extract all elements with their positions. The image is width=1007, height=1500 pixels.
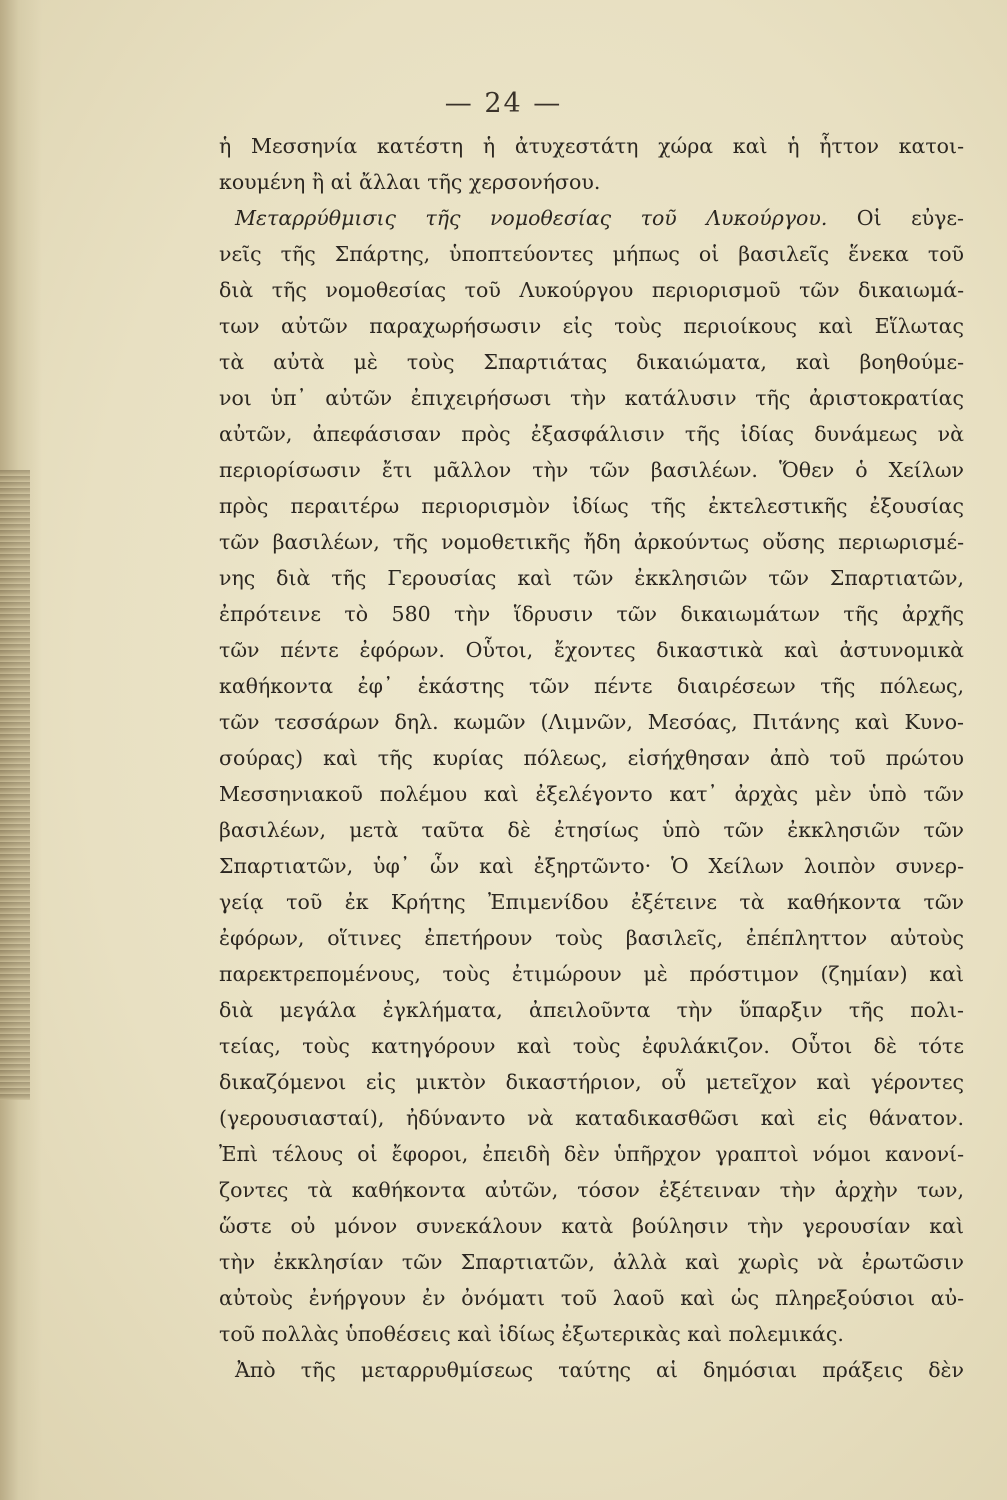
text-line: δικαζόμενοι εἰς μικτὸν δικαστήριον, οὗ μετεῖχον καὶ γέροντες (219, 1070, 964, 1094)
body-text (219, 128, 964, 1388)
text-line: νεῖς τῆς Σπάρτης, ὑποπτεύοντες μήπως οἱ βασιλεῖς ἕνεκα τοῦ (219, 242, 964, 266)
text-line: (γερουσιασταί), ἠδύναντο νὰ καταδικασθῶσι καὶ εἰς θάνατον. (219, 1106, 964, 1130)
text-line: τῶν τεσσάρων δηλ. κωμῶν (Λιμνῶν, Μεσόας, Πιτάνης καὶ Κυνο- (219, 710, 964, 734)
text-line: των αὐτῶν παραχωρήσωσιν εἰς τοὺς περιοίκους καὶ Εἵλωτας (219, 314, 964, 338)
section-title: Μεταρρύθμισις τῆς νομοθεσίας τοῦ Λυκούργου. (235, 206, 828, 230)
text-line: αὐτοὺς ἐνήργουν ἐν ὀνόματι τοῦ λαοῦ καὶ ὡς πληρεξούσιοι αὐ- (219, 1286, 964, 1310)
text-line: Μεσσηνιακοῦ πολέμου καὶ ἐξελέγοντο κατ᾽ ἀρχὰς μὲν ὑπὸ τῶν (219, 782, 964, 806)
text-line: Σπαρτιατῶν, ὑφ᾽ ὧν καὶ ἐξηρτῶντο· Ὁ Χείλων λοιπὸν συνερ- (219, 854, 964, 878)
text-line: νης διὰ τῆς Γερουσίας καὶ τῶν ἐκκλησιῶν τῶν Σπαρτιατῶν, (219, 566, 964, 590)
text-line: νοι ὑπ᾽ αὐτῶν ἐπιχειρήσωσι τὴν κατάλυσιν τῆς ἀριστοκρατίας (219, 386, 964, 410)
text-line: τοῦ πολλὰς ὑποθέσεις καὶ ἰδίως ἐξωτερικὰς καὶ πολεμικάς. (219, 1322, 844, 1346)
section-title-line (219, 200, 964, 236)
text-line: τὴν ἐκκλησίαν τῶν Σπαρτιατῶν, ἀλλὰ καὶ χωρὶς νὰ ἐρωτῶσιν (219, 1250, 964, 1274)
text-line-continuation: Οἱ εὐγε- (827, 206, 964, 230)
text-line: αὐτῶν, ἀπεφάσισαν πρὸς ἐξασφάλισιν τῆς ἰδίας δυνάμεως νὰ (219, 422, 964, 446)
text-line: περιορίσωσιν ἔτι μᾶλλον τὴν τῶν βασιλέων. Ὅθεν ὁ Χείλων (219, 458, 964, 482)
text-line: πρὸς περαιτέρω περιορισμὸν ἰδίως τῆς ἐκτελεστικῆς ἐξουσίας (219, 494, 964, 518)
text-line: τῶν βασιλέων, τῆς νομοθετικῆς ἤδη ἀρκούντως οὔσης περιωρισμέ- (219, 530, 964, 554)
text-line: διὰ τῆς νομοθεσίας τοῦ Λυκούργου περιορισμοῦ τῶν δικαιωμά- (219, 278, 964, 302)
text-line: ἐφόρων, οἵτινες ἐπετήρουν τοὺς βασιλεῖς, ἐπέπληττον αὐτοὺς (219, 926, 964, 950)
text-line: ζοντες τὰ καθήκοντα αὐτῶν, τόσον ἐξέτειναν τὴν ἀρχὴν των, (219, 1178, 964, 1202)
text-line: γείᾳ τοῦ ἐκ Κρήτης Ἐπιμενίδου ἐξέτεινε τὰ καθήκοντα τῶν (219, 890, 964, 914)
text-line: ἐπρότεινε τὸ 580 τὴν ἵδρυσιν τῶν δικαιωμάτων τῆς ἀρχῆς (219, 602, 964, 626)
text-line: τὰ αὐτὰ μὲ τοὺς Σπαρτιάτας δικαιώματα, καὶ βοηθούμε- (219, 350, 964, 374)
text-line: Ἀπὸ τῆς μεταρρυθμίσεως ταύτης αἱ δημόσιαι πράξεις δὲν (235, 1358, 964, 1382)
text-line: τείας, τοὺς κατηγόρουν καὶ τοὺς ἐφυλάκιζον. Οὗτοι δὲ τότε (219, 1034, 964, 1058)
text-line: ἡ Μεσσηνία κατέστη ἡ ἀτυχεστάτη χώρα καὶ ἡ ἧττον κατοι- (219, 134, 964, 158)
text-line: κουμένη ἢ αἱ ἄλλαι τῆς χερσονήσου. (219, 170, 601, 194)
text-line: καθήκοντα ἐφ᾽ ἑκάστης τῶν πέντε διαιρέσεων τῆς πόλεως, (219, 674, 964, 698)
text-line: σούρας) καὶ τῆς κυρίας πόλεως, εἰσήχθησαν ἀπὸ τοῦ πρώτου (219, 746, 964, 770)
text-line: διὰ μεγάλα ἐγκλήματα, ἀπειλοῦντα τὴν ὕπαρξιν τῆς πολι- (219, 998, 964, 1022)
page-number: — 24 — (444, 88, 563, 119)
text-line: Ἐπὶ τέλους οἱ ἔφοροι, ἐπειδὴ δὲν ὑπῆρχον γραπτοὶ νόμοι κανονί- (219, 1142, 964, 1166)
text-line: βασιλέων, μετὰ ταῦτα δὲ ἐτησίως ὑπὸ τῶν ἐκκλησιῶν τῶν (219, 818, 964, 842)
text-line: ὥστε οὐ μόνον συνεκάλουν κατὰ βούλησιν τὴν γερουσίαν καὶ (219, 1214, 964, 1238)
text-line: παρεκτρεπομένους, τοὺς ἐτιμώρουν μὲ πρόστιμον (ζημίαν) καὶ (219, 962, 964, 986)
torn-page-edge (0, 470, 30, 1100)
text-line: τῶν πέντε ἐφόρων. Οὗτοι, ἔχοντες δικαστικὰ καὶ ἀστυνομικὰ (219, 638, 964, 662)
